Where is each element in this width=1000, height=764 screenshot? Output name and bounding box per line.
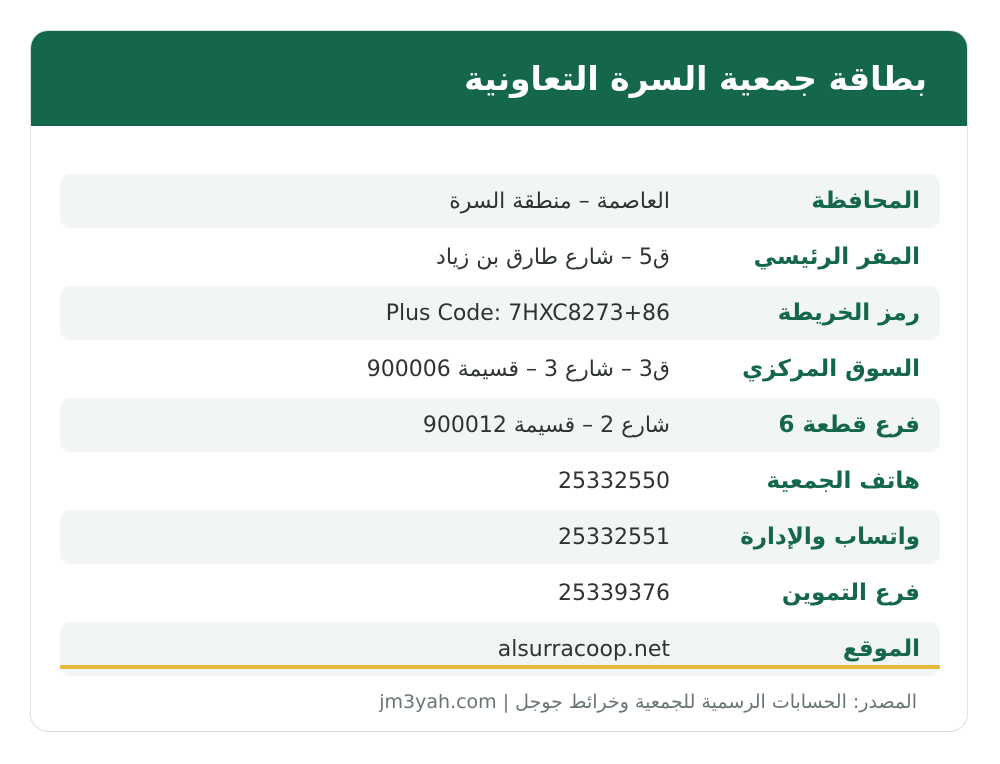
info-row-headquarters [60,230,940,284]
info-row-label: واتساب والإدارة [740,524,920,550]
info-row-label: الموقع [842,636,920,662]
info-row-whatsapp [60,510,940,564]
info-row-value: 25332550 [558,468,670,494]
info-row-label: فرع قطعة 6 [778,412,920,438]
info-row-value: ق3 – شارع 3 – قسيمة 900006 [366,356,670,382]
info-row-value: 25339376 [558,580,670,606]
accent-divider [60,665,940,669]
info-row-label: هاتف الجمعية [766,468,920,494]
info-row-label: فرع التموين [781,580,920,606]
info-row-label: المحافظة [811,188,920,214]
info-row-governorate [60,174,940,228]
info-row-label: السوق المركزي [742,356,920,382]
info-row-supply-branch [60,566,940,620]
info-row-value: 25332551 [558,524,670,550]
info-row-coop-phone [60,454,940,508]
info-row-value: Plus Code: 7HXC8273+86 [385,300,670,326]
card-header [31,31,967,126]
website-link[interactable]: alsurracoop.net [497,636,670,662]
info-row-map-code [60,286,940,340]
source-footnote: المصدر: الحسابات الرسمية للجمعية وخرائط جوجل | jm3yah.com [379,691,917,713]
info-rows [60,174,940,678]
info-row-value: ق5 – شارع طارق بن زياد [436,244,670,270]
info-row-label: رمز الخريطة [777,300,920,326]
coop-info-card [30,30,968,732]
info-row-block6-branch [60,398,940,452]
info-row-value: العاصمة – منطقة السرة [449,188,670,214]
info-row-central-market [60,342,940,396]
info-row-value: شارع 2 – قسيمة 900012 [422,412,670,438]
card-title: بطاقة جمعية السرة التعاونية [464,59,927,98]
info-row-label: المقر الرئيسي [753,244,920,270]
